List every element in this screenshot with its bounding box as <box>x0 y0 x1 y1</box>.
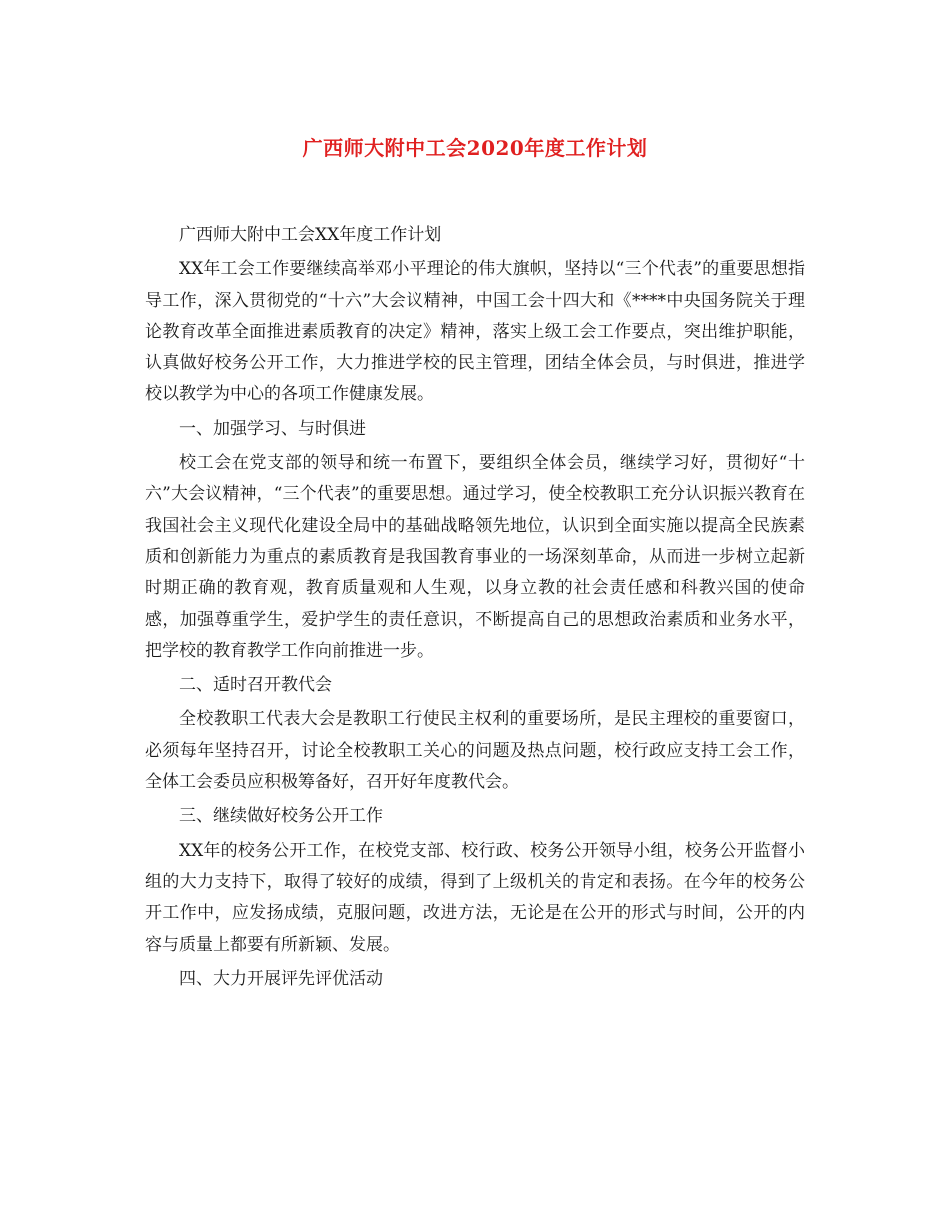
document-title: 广西师大附中工会2020年度工作计划 <box>302 136 648 160</box>
section-heading-3: 三、继续做好校务公开工作 <box>179 806 383 827</box>
section-body-3: XX年的校务公开工作，在校党支部、校行政、校务公开领导小组，校务公开监督小组的大力支持下，取得了较好的成绩，得到了上级机关的肯定和表扬。在今年的校务公开工作中，应发扬成绩，克服问题，改进方法，无论是在公开的形式与时间，公开的内容与质量上都要有所新颖、发展。 <box>145 840 805 955</box>
document-body <box>145 220 805 998</box>
section-heading-4: 四、大力开展评先评优活动 <box>179 968 383 989</box>
section-heading-1: 一、加强学习、与时俱进 <box>179 418 366 439</box>
intro-paragraph: XX年工会工作要继续高举邓小平理论的伟大旗帜，坚持以“三个代表”的重要思想指导工作，深入贯彻党的“十六”大会议精神，中国工会十四大和《****中央国务院关于理论教育改革全面推进素质教育的决定》精神，落实上级工会工作要点，突出维护职能，认真做好校务公开工作，大力推进学校的民主管理，团结全体会员，与时俱进，推进学校以教学为中心的各项工作健康发展。 <box>145 259 805 405</box>
section-body-2: 全校教职工代表大会是教职工行使民主权利的重要场所，是民主理校的重要窗口，必须每年坚持召开，讨论全校教职工关心的问题及热点问题，校行政应支持工会工作，全体工会委员应积极筹备好，召开好年度教代会。 <box>145 709 805 793</box>
section-body-1: 校工会在党支部的领导和统一布置下，要组织全体会员，继续学习好，贯彻好“十六”大会议精神，“三个代表”的重要思想。通过学习，使全校教职工充分认识振兴教育在我国社会主义现代化建设全局中的基础战略领先地位，认识到全面实施以提高全民族素质和创新能力为重点的素质教育是我国教育事业的一场深刻革命，从而进一步树立起新时期正确的教育观，教育质量观和人生观，以身立教的社会责任感和科教兴国的使命感，加强尊重学生，爱护学生的责任意识，不断提高自己的思想政治素质和业务水平，把学校的教育教学工作向前推进一步。 <box>145 453 805 661</box>
section-heading-2: 二、适时召开教代会 <box>179 675 332 696</box>
subtitle-paragraph: 广西师大附中工会XX年度工作计划 <box>179 225 442 245</box>
